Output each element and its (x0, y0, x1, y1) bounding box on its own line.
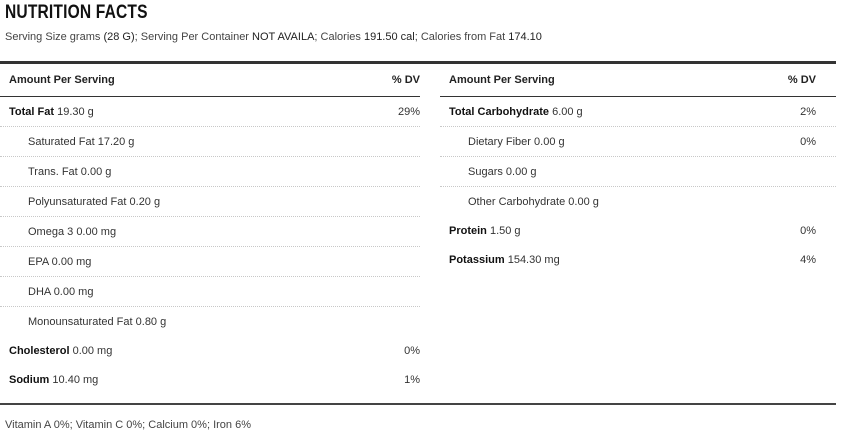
nutrient-amount: 0.00 g (80, 166, 112, 178)
nutrient-row-protein (440, 216, 836, 245)
nutrient-row-polyunsaturated-fat (0, 187, 420, 217)
nutrient-amount: 6.00 g (552, 106, 583, 118)
nutrient-amount: 154.30 mg (507, 254, 560, 266)
nutrient-name: Saturated Fat (28, 136, 95, 148)
nutrient-name: Protein (449, 225, 487, 237)
calories-label: Calories (320, 31, 361, 43)
nutrient-amount: 19.30 g (57, 106, 94, 118)
nutrient-amount: 0.00 mg (72, 345, 113, 357)
nutrient-name: Cholesterol (9, 345, 70, 357)
nutrient-row-saturated-fat (0, 127, 420, 157)
column-header (0, 64, 420, 97)
bottom-divider (0, 403, 836, 405)
nutrient-row-cholesterol (0, 336, 420, 365)
amount-per-serving-header: Amount Per Serving (449, 74, 555, 86)
serving-size-label: Serving Size grams (5, 31, 101, 43)
nutrient-amount: 17.20 g (97, 136, 135, 148)
nutrient-name: Dietary Fiber (468, 136, 531, 148)
nutrient-row-total-carbohydrate (440, 97, 836, 127)
nutrient-name: Sugars (468, 166, 503, 178)
nutrient-row-dietary-fiber (440, 127, 836, 157)
daily-value-header: % DV (391, 74, 420, 86)
nutrient-name: EPA (28, 256, 49, 268)
separator: ; (134, 31, 138, 43)
nutrient-name: Total Carbohydrate (449, 106, 550, 118)
servings-per-container-label: Serving Per Container (140, 31, 249, 43)
nutrient-row-monounsaturated-fat (0, 307, 420, 336)
nutrient-name: Potassium (449, 254, 505, 266)
nutrient-row-total-fat (0, 97, 420, 127)
nutrient-name: Total Fat (9, 106, 55, 118)
nutrient-amount: 0.20 g (129, 196, 161, 208)
amount-per-serving-header: Amount Per Serving (9, 74, 115, 86)
servings-per-container-value: NOT AVAILA (252, 31, 315, 43)
nutrient-row-epa (0, 247, 420, 277)
page-title: NUTRITION FACTS (5, 2, 148, 23)
separator: ; (414, 31, 418, 43)
separator: ; (314, 31, 318, 43)
nutrient-name: Monounsaturated Fat (28, 316, 133, 328)
nutrient-name: Trans. Fat (28, 166, 78, 178)
calories-from-fat-value: 174.10 (508, 31, 542, 43)
nutrient-name: Omega 3 (28, 226, 74, 238)
nutrient-row-sugars (440, 157, 836, 187)
nutrient-amount: 0.00 mg (53, 286, 94, 298)
nutrient-row-other-carbohydrate (440, 187, 836, 216)
nutrient-dv: 29% (397, 106, 420, 118)
nutrient-dv: 2% (800, 106, 816, 118)
left-nutrient-column (0, 64, 420, 394)
nutrient-row-dha (0, 277, 420, 307)
calories-from-fat-label: Calories from Fat (420, 31, 506, 43)
vitamins-minerals-line: Vitamin A 0%; Vitamin C 0%; Calcium 0%; Iron 6% (5, 419, 251, 431)
nutrient-row-sodium (0, 365, 420, 394)
nutrient-amount: 0.80 g (135, 316, 167, 328)
nutrient-dv: 1% (404, 374, 420, 386)
nutrient-row-trans-fat (0, 157, 420, 187)
serving-info (5, 31, 542, 43)
nutrient-dv: 0% (800, 225, 816, 237)
nutrient-amount: 0.00 g (505, 166, 537, 178)
nutrient-amount: 1.50 g (489, 225, 521, 237)
nutrient-row-omega-3 (0, 217, 420, 247)
nutrient-amount: 0.00 mg (51, 256, 92, 268)
nutrient-amount: 0.00 g (534, 136, 565, 148)
nutrient-amount: 0.00 mg (76, 226, 117, 238)
column-header (440, 64, 836, 97)
serving-size-value: (28 G) (103, 31, 135, 43)
nutrient-name: DHA (28, 286, 51, 298)
calories-value: 191.50 cal (363, 31, 415, 43)
nutrient-dv: 0% (404, 345, 420, 357)
nutrient-dv: 4% (800, 254, 816, 266)
right-nutrient-column (440, 64, 836, 274)
nutrient-row-potassium (440, 245, 836, 274)
nutrient-dv: 0% (800, 136, 816, 148)
nutrient-amount: 10.40 mg (52, 374, 99, 386)
nutrient-name: Polyunsaturated Fat (28, 196, 127, 208)
daily-value-header: % DV (787, 74, 816, 86)
nutrient-name: Sodium (9, 374, 50, 386)
nutrient-amount: 0.00 g (568, 196, 599, 208)
nutrient-name: Other Carbohydrate (468, 196, 566, 208)
